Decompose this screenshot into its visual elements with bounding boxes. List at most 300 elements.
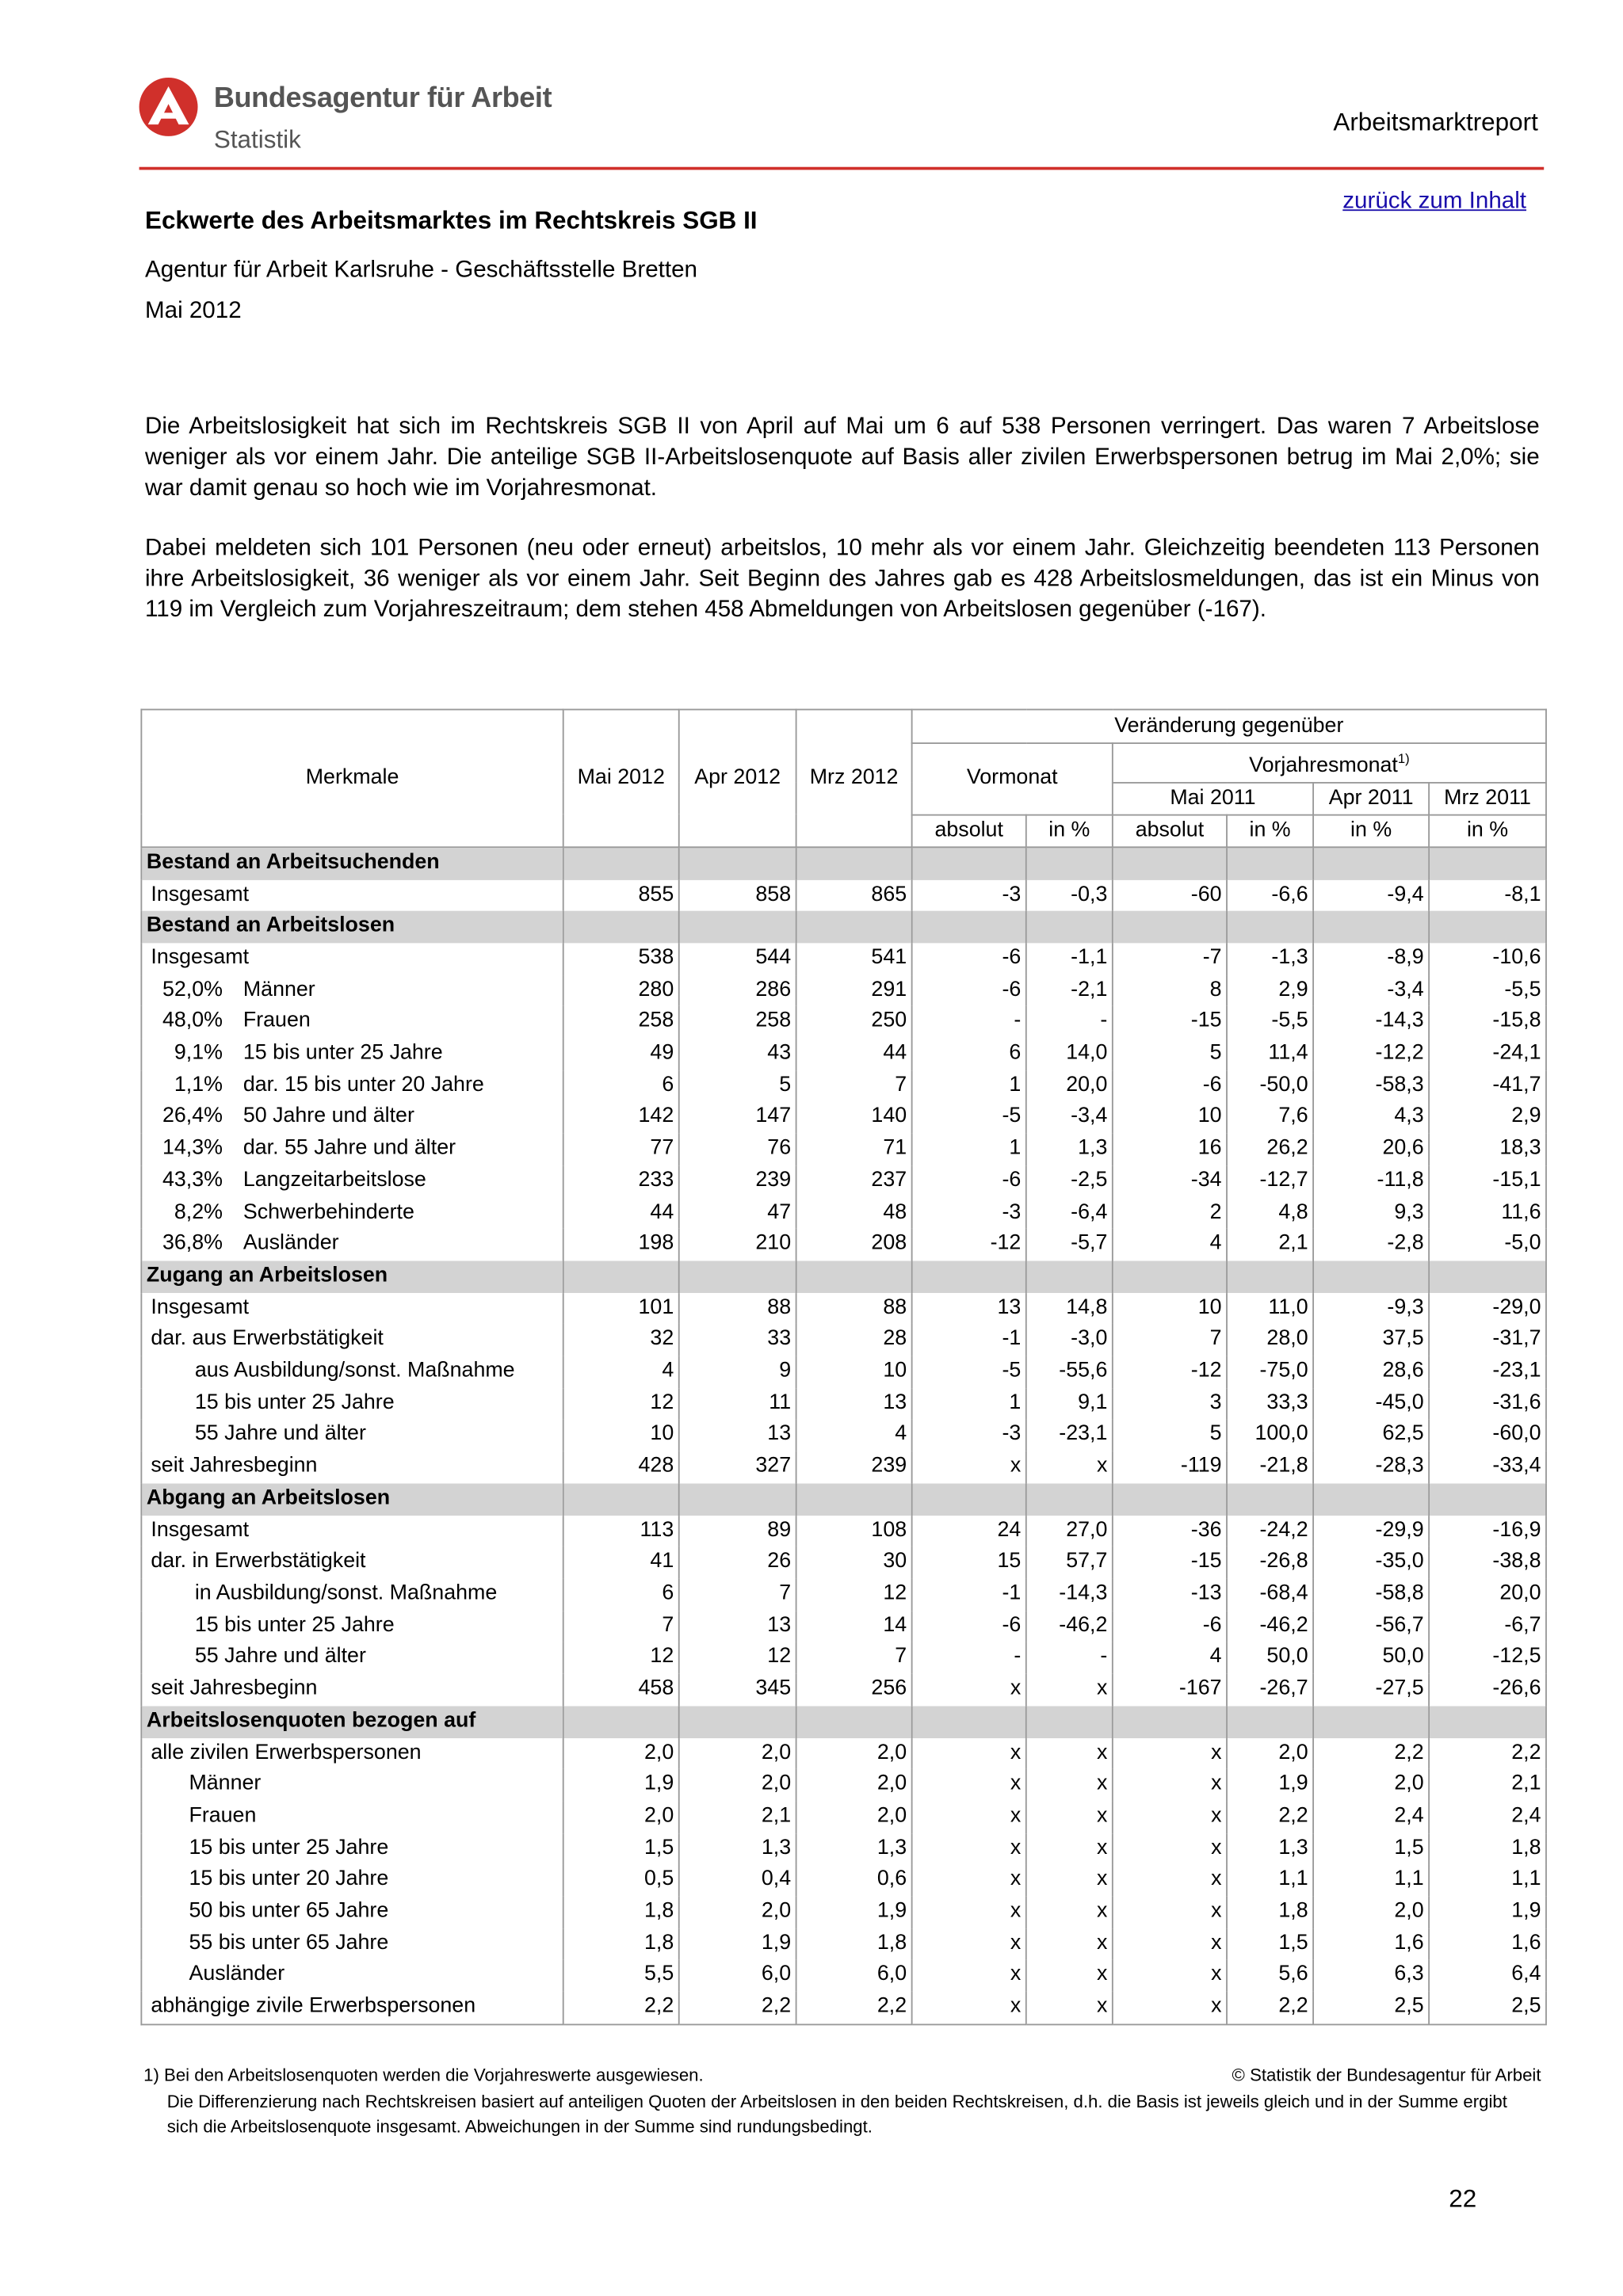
table-cell: 14 (796, 1611, 912, 1642)
table-cell: -24,1 (1429, 1039, 1546, 1070)
table-cell: 88 (679, 1293, 796, 1325)
header-veraenderung: Veränderung gegenüber (912, 710, 1546, 744)
table-cell: 2,2 (1227, 1801, 1313, 1833)
table-cell: x (1113, 1865, 1227, 1897)
header-mai-2012: Mai 2012 (563, 710, 679, 847)
table-cell: 2,0 (1313, 1897, 1429, 1928)
section-fill (1227, 911, 1313, 943)
row-label: abhängige zivile Erwerbspersonen (141, 1992, 563, 2024)
table-cell: - (912, 1006, 1026, 1038)
row-label: alle zivilen Erwerbspersonen (141, 1737, 563, 1769)
row-label-text: Männer (242, 978, 315, 1001)
row-label-text: 15 bis unter 25 Jahre (242, 1041, 443, 1065)
table-cell: -13 (1113, 1579, 1227, 1611)
table-cell: 1,1 (1429, 1865, 1546, 1897)
section-fill (796, 1706, 912, 1737)
table-cell: 239 (796, 1451, 912, 1483)
table-cell: 6 (912, 1039, 1026, 1070)
table-cell: 27,0 (1026, 1515, 1113, 1547)
table-cell: -8,9 (1313, 943, 1429, 974)
table-cell: 233 (563, 1165, 679, 1197)
table-cell: 541 (796, 943, 912, 974)
summary-paragraph-2: Dabei meldeten sich 101 Personen (neu oder erneut) arbeitslos, 10 mehr als vor einem Jahr. Gleichzeitig beendeten 113 Personen ihre Arbeitslosigkeit, 36 weniger als vor einem Jahr. Seit Beginn des Jahres gab es 428 Arbeitslosmeldungen, das ist ein Minus von 119 im Vergleich zum Vorjahreszeitraum; dem stehen 458 Abmeldungen von Arbeitslosen gegenüber (-167). (144, 536, 1540, 623)
section-fill (1429, 847, 1546, 879)
row-label: 55 bis unter 65 Jahre (141, 1928, 563, 1960)
table-cell: -46,2 (1026, 1611, 1113, 1642)
header-absolut: absolut (1113, 814, 1227, 847)
table-cell: 2,0 (679, 1737, 796, 1769)
table-row (141, 1611, 1546, 1642)
table-cell: 14,8 (1026, 1293, 1113, 1325)
table-cell: 7 (1113, 1325, 1227, 1356)
table-cell: -58,8 (1313, 1579, 1429, 1611)
table-cell: -28,3 (1313, 1451, 1429, 1483)
table-row (141, 1293, 1546, 1325)
table-cell: x (1113, 1833, 1227, 1865)
section-fill (563, 1483, 679, 1515)
row-label: Frauen (141, 1801, 563, 1833)
table-cell: 41 (563, 1547, 679, 1578)
table-cell: x (1113, 1897, 1227, 1928)
section-fill (912, 911, 1026, 943)
table-cell: 1,8 (796, 1928, 912, 1960)
table-cell: -3,4 (1313, 974, 1429, 1006)
section-row (141, 847, 1546, 879)
table-cell: 9,3 (1313, 1197, 1429, 1229)
table-cell: -1,3 (1227, 943, 1313, 974)
table-cell: x (1113, 1737, 1227, 1769)
table-cell: -26,8 (1227, 1547, 1313, 1578)
table-cell: -10,6 (1429, 943, 1546, 974)
table-cell: 7 (679, 1579, 796, 1611)
table-cell: -5,0 (1429, 1229, 1546, 1261)
table-cell: 428 (563, 1451, 679, 1483)
table-cell: 1,9 (1227, 1769, 1313, 1801)
table-cell: 33 (679, 1325, 796, 1356)
table-cell: -14,3 (1313, 1006, 1429, 1038)
table-cell: -1 (912, 1325, 1026, 1356)
table-cell: -6,6 (1227, 879, 1313, 911)
table-cell: - (912, 1642, 1026, 1674)
table-cell: 258 (563, 1006, 679, 1038)
table-cell: -34 (1113, 1165, 1227, 1197)
table-cell: -12 (912, 1229, 1026, 1261)
table-cell: x (1026, 1674, 1113, 1706)
section-fill (1227, 1261, 1313, 1292)
table-cell: -3,0 (1026, 1325, 1113, 1356)
share-percent: 52,0% (162, 978, 223, 1001)
table-cell: 10 (1113, 1102, 1227, 1134)
section-fill (912, 1706, 1026, 1737)
row-label (141, 1165, 563, 1197)
row-label: Ausländer (141, 1960, 563, 1992)
table-cell: 5,5 (563, 1960, 679, 1992)
share-percent: 14,3% (162, 1136, 223, 1161)
table-cell: 7 (563, 1611, 679, 1642)
table-cell: x (1113, 1992, 1227, 2024)
table-cell: -2,1 (1026, 974, 1113, 1006)
table-cell: 2,2 (679, 1992, 796, 2024)
header-mrz-2012: Mrz 2012 (796, 710, 912, 847)
section-fill (1227, 1483, 1313, 1515)
table-cell: 345 (679, 1674, 796, 1706)
table-cell: 1,5 (563, 1833, 679, 1865)
summary-paragraph-1: Die Arbeitslosigkeit hat sich im Rechtskreis SGB II von April auf Mai um 6 auf 538 Personen verringert. Das waren 7 Arbeitslose weniger als vor einem Jahr. Die anteilige SGB II-Arbeitslosenquote auf Basis aller zivilen Erwerbspersonen betrug im Mai 2,0%; sie war damit genau so hoch wie im Vorjahresmonat. (144, 414, 1540, 502)
table-cell: x (1026, 1737, 1113, 1769)
table-cell: -41,7 (1429, 1070, 1546, 1102)
table-cell: -15,8 (1429, 1006, 1546, 1038)
table-cell: 198 (563, 1229, 679, 1261)
header-absolut: absolut (912, 814, 1026, 847)
table-cell: -9,3 (1313, 1293, 1429, 1325)
table-row (141, 1134, 1546, 1165)
table-cell: x (1026, 1992, 1113, 2024)
section-fill (1429, 1261, 1546, 1292)
table-row (141, 1928, 1546, 1960)
section-fill (1026, 911, 1113, 943)
table-cell: 20,0 (1429, 1579, 1546, 1611)
table-cell: -23,1 (1429, 1356, 1546, 1388)
row-label: 15 bis unter 20 Jahre (141, 1865, 563, 1897)
row-label (141, 1070, 563, 1102)
section-fill (1026, 847, 1113, 879)
table-cell: -6 (912, 1611, 1026, 1642)
section-fill (563, 847, 679, 879)
table-cell: -36 (1113, 1515, 1227, 1547)
table-cell: 30 (796, 1547, 912, 1578)
section-row (141, 1483, 1546, 1515)
table-cell: 13 (796, 1388, 912, 1420)
table-cell: 0,5 (563, 1865, 679, 1897)
table-cell: 12 (563, 1388, 679, 1420)
table-cell: -60 (1113, 879, 1227, 911)
section-fill (1313, 847, 1429, 879)
footnote-2: Die Differenzierung nach Rechtskreisen basiert auf anteiligen Quoten der Arbeitslosen in den beiden Rechtskreisen, d.h. die Basis ist jeweils gleich und in der Summe ergibt sich die Arbeitslosenquote insgesamt. Abweichungen in der Summe sind rundungsbedingt. (166, 2091, 1507, 2137)
footnote-marker: 1) (1397, 751, 1410, 766)
table-cell: 108 (796, 1515, 912, 1547)
row-label: seit Jahresbeginn (141, 1674, 563, 1706)
table-cell: -35,0 (1313, 1547, 1429, 1578)
table-cell: 43 (679, 1039, 796, 1070)
table-cell: -119 (1113, 1451, 1227, 1483)
section-fill (1113, 847, 1227, 879)
table-row (141, 1642, 1546, 1674)
table-cell: -12,5 (1429, 1642, 1546, 1674)
table-cell: -31,7 (1429, 1325, 1546, 1356)
table-cell: -3 (912, 1197, 1026, 1229)
table-cell: -12,2 (1313, 1039, 1429, 1070)
table-cell: 1 (912, 1070, 1026, 1102)
row-label-text: Langzeitarbeitslose (242, 1168, 426, 1192)
table-cell: 1,5 (1313, 1833, 1429, 1865)
table-row (141, 1451, 1546, 1483)
table-cell: -11,8 (1313, 1165, 1429, 1197)
table-cell: 14,0 (1026, 1039, 1113, 1070)
table-cell: 291 (796, 974, 912, 1006)
table-cell: 2,0 (796, 1769, 912, 1801)
table-cell: 16 (1113, 1134, 1227, 1165)
table-cell: 1,8 (1227, 1897, 1313, 1928)
table-cell: 2,2 (1429, 1737, 1546, 1769)
table-cell: -5 (912, 1102, 1026, 1134)
table-cell: 142 (563, 1102, 679, 1134)
table-cell: 4 (1113, 1229, 1227, 1261)
table-cell: 1,8 (563, 1928, 679, 1960)
row-label-text: 50 Jahre und älter (242, 1104, 414, 1129)
table-row (141, 1165, 1546, 1197)
table-row (141, 1833, 1546, 1865)
table-cell: 13 (679, 1420, 796, 1451)
table-cell: x (912, 1737, 1026, 1769)
header-mai-2011: Mai 2011 (1113, 783, 1313, 815)
row-label-text: Schwerbehinderte (242, 1199, 414, 1224)
table-cell: 1,6 (1313, 1928, 1429, 1960)
table-cell: 6 (563, 1579, 679, 1611)
section-fill (912, 1261, 1026, 1292)
section-row (141, 1261, 1546, 1292)
header-divider (139, 167, 1545, 170)
table-cell: -6,4 (1026, 1197, 1113, 1229)
row-label-text: dar. 15 bis unter 20 Jahre (242, 1073, 484, 1097)
table-cell: 1,9 (679, 1928, 796, 1960)
table-cell: 12 (796, 1579, 912, 1611)
table-cell: 5,6 (1227, 1960, 1313, 1992)
table-cell: -26,7 (1227, 1674, 1313, 1706)
table-cell: - (1026, 1006, 1113, 1038)
section-fill (1429, 1483, 1546, 1515)
table-cell: -5 (912, 1356, 1026, 1388)
table-cell: 140 (796, 1102, 912, 1134)
table-cell: 6 (563, 1070, 679, 1102)
section-fill (1227, 1706, 1313, 1737)
ba-logo-icon (138, 76, 200, 138)
table-cell: -3 (912, 1420, 1026, 1451)
row-label: dar. in Erwerbstätigkeit (141, 1547, 563, 1578)
table-cell: 4 (796, 1420, 912, 1451)
document-date: Mai 2012 (144, 299, 242, 324)
table-cell: 2,5 (1429, 1992, 1546, 2024)
table-cell: 1,9 (796, 1897, 912, 1928)
section-fill (1026, 1706, 1113, 1737)
row-label (141, 1197, 563, 1229)
section-fill (1313, 1706, 1429, 1737)
table-cell: 7 (796, 1070, 912, 1102)
table-cell: 26 (679, 1547, 796, 1578)
footnote-1: 1) Bei den Arbeitslosenquoten werden die Vorjahreswerte ausgewiesen. (143, 2065, 704, 2086)
table-cell: 286 (679, 974, 796, 1006)
section-fill (1429, 911, 1546, 943)
table-cell: 2,0 (679, 1897, 796, 1928)
section-row (141, 1706, 1546, 1737)
table-cell: -56,7 (1313, 1611, 1429, 1642)
table-cell: 3 (1113, 1388, 1227, 1420)
table-cell: 20,0 (1026, 1070, 1113, 1102)
section-label: Arbeitslosenquoten bezogen auf (141, 1706, 563, 1737)
table-cell: 11 (679, 1388, 796, 1420)
table-cell: -31,6 (1429, 1388, 1546, 1420)
table-row (141, 1515, 1546, 1547)
table-row (141, 1039, 1546, 1070)
row-label: Insgesamt (141, 879, 563, 911)
table-cell: 88 (796, 1293, 912, 1325)
table-row (141, 1197, 1546, 1229)
table-cell: 76 (679, 1134, 796, 1165)
table-cell: 2,2 (563, 1992, 679, 2024)
table-cell: 26,2 (1227, 1134, 1313, 1165)
table-row (141, 1801, 1546, 1833)
header-apr-2012: Apr 2012 (679, 710, 796, 847)
table-cell: 2,2 (1313, 1737, 1429, 1769)
table-cell: x (912, 1865, 1026, 1897)
table-cell: x (912, 1960, 1026, 1992)
row-label: 15 bis unter 25 Jahre (141, 1611, 563, 1642)
table-cell: x (1113, 1960, 1227, 1992)
section-fill (1429, 1706, 1546, 1737)
table-cell: 2,1 (1227, 1229, 1313, 1261)
table-cell: x (1113, 1801, 1227, 1833)
table-row (141, 1229, 1546, 1261)
share-percent: 9,1% (174, 1041, 223, 1065)
table-cell: 2,9 (1227, 974, 1313, 1006)
table-cell: 1,9 (563, 1769, 679, 1801)
table-cell: -29,9 (1313, 1515, 1429, 1547)
table-row (141, 1674, 1546, 1706)
table-cell: 1,3 (1227, 1833, 1313, 1865)
section-label: Bestand an Arbeitsuchenden (141, 847, 563, 879)
section-fill (1313, 911, 1429, 943)
header-mrz-2011: Mrz 2011 (1429, 783, 1546, 815)
document-title: Eckwerte des Arbeitsmarktes im Rechtskreis SGB II (144, 206, 758, 235)
table-cell: -5,5 (1429, 974, 1546, 1006)
table-cell: 6,0 (679, 1960, 796, 1992)
section-fill (563, 1706, 679, 1737)
table-cell: 1,8 (563, 1897, 679, 1928)
table-row (141, 1102, 1546, 1134)
table-cell: -15 (1113, 1547, 1227, 1578)
table-cell: 50,0 (1313, 1642, 1429, 1674)
table-cell: 147 (679, 1102, 796, 1134)
table-cell: -6 (1113, 1611, 1227, 1642)
section-fill (1113, 1706, 1227, 1737)
header-in-pct: in % (1227, 814, 1313, 847)
row-label: seit Jahresbeginn (141, 1451, 563, 1483)
row-label (141, 1134, 563, 1165)
section-fill (1026, 1261, 1113, 1292)
table-cell: 2,0 (1313, 1769, 1429, 1801)
section-fill (796, 1483, 912, 1515)
header-apr-2011: Apr 2011 (1313, 783, 1429, 815)
row-label: 15 bis unter 25 Jahre (141, 1833, 563, 1865)
table-cell: 2,0 (679, 1769, 796, 1801)
section-fill (679, 1706, 796, 1737)
table-row (141, 1325, 1546, 1356)
table-cell: 57,7 (1026, 1547, 1113, 1578)
table-cell: -6 (912, 1165, 1026, 1197)
table-cell: 6,0 (796, 1960, 912, 1992)
row-label: Insgesamt (141, 1515, 563, 1547)
row-label: in Ausbildung/sonst. Maßnahme (141, 1579, 563, 1611)
share-percent: 36,8% (162, 1231, 223, 1256)
section-fill (1113, 1261, 1227, 1292)
row-label: 15 bis unter 25 Jahre (141, 1388, 563, 1420)
table-cell: 28 (796, 1325, 912, 1356)
page-number: 22 (1449, 2184, 1477, 2213)
share-percent: 1,1% (174, 1073, 223, 1097)
table-cell: x (912, 1769, 1026, 1801)
table-cell: 6,4 (1429, 1960, 1546, 1992)
table-cell: 11,6 (1429, 1197, 1546, 1229)
table-cell: 2,0 (796, 1801, 912, 1833)
table-row (141, 1737, 1546, 1769)
table-cell: x (1026, 1960, 1113, 1992)
table-cell: 1 (912, 1388, 1026, 1420)
table-cell: 858 (679, 879, 796, 911)
table-cell: -23,1 (1026, 1420, 1113, 1451)
table-cell: -21,8 (1227, 1451, 1313, 1483)
section-label: Abgang an Arbeitslosen (141, 1483, 563, 1515)
table-cell: 2,2 (796, 1992, 912, 2024)
table-cell: -6,7 (1429, 1611, 1546, 1642)
table-cell: - (1026, 1642, 1113, 1674)
table-cell: 544 (679, 943, 796, 974)
table-cell: -0,3 (1026, 879, 1113, 911)
table-cell: 208 (796, 1229, 912, 1261)
row-label (141, 974, 563, 1006)
table-cell: -7 (1113, 943, 1227, 974)
table-cell: 1,1 (1227, 1865, 1313, 1897)
section-fill (679, 911, 796, 943)
table-cell: 10 (796, 1356, 912, 1388)
table-cell: 327 (679, 1451, 796, 1483)
row-label: 55 Jahre und älter (141, 1420, 563, 1451)
table-cell: 1,1 (1313, 1865, 1429, 1897)
table-cell: 9,1 (1026, 1388, 1113, 1420)
back-to-contents-link[interactable]: zurück zum Inhalt (1342, 189, 1527, 214)
table-cell: 1,3 (679, 1833, 796, 1865)
table-cell: -5,7 (1026, 1229, 1113, 1261)
table-cell: -46,2 (1227, 1611, 1313, 1642)
table-cell: 1,3 (796, 1833, 912, 1865)
table-row (141, 1865, 1546, 1897)
table-row (141, 1897, 1546, 1928)
row-label-text: dar. 55 Jahre und älter (242, 1136, 456, 1161)
table-cell: 15 (912, 1547, 1026, 1578)
table-cell: -8,1 (1429, 879, 1546, 911)
table-cell: 50,0 (1227, 1642, 1313, 1674)
table-cell: 855 (563, 879, 679, 911)
table-cell: 89 (679, 1515, 796, 1547)
table-cell: 44 (796, 1039, 912, 1070)
table-cell: -15,1 (1429, 1165, 1546, 1197)
table-cell: x (1026, 1865, 1113, 1897)
section-fill (1313, 1483, 1429, 1515)
table-cell: 13 (679, 1611, 796, 1642)
table-cell: -38,8 (1429, 1547, 1546, 1578)
table-cell: 0,6 (796, 1865, 912, 1897)
row-label (141, 1102, 563, 1134)
table-cell: 48 (796, 1197, 912, 1229)
table-cell: 2,4 (1429, 1801, 1546, 1833)
table-row (141, 1992, 1546, 2024)
table-cell: 37,5 (1313, 1325, 1429, 1356)
table-cell: x (1026, 1833, 1113, 1865)
table-cell: 2,9 (1429, 1102, 1546, 1134)
table-cell: x (912, 1833, 1026, 1865)
table-cell: 2,5 (1313, 1992, 1429, 2024)
table-cell: 12 (679, 1642, 796, 1674)
table-cell: 2,0 (1227, 1737, 1313, 1769)
ba-logo (138, 76, 578, 161)
